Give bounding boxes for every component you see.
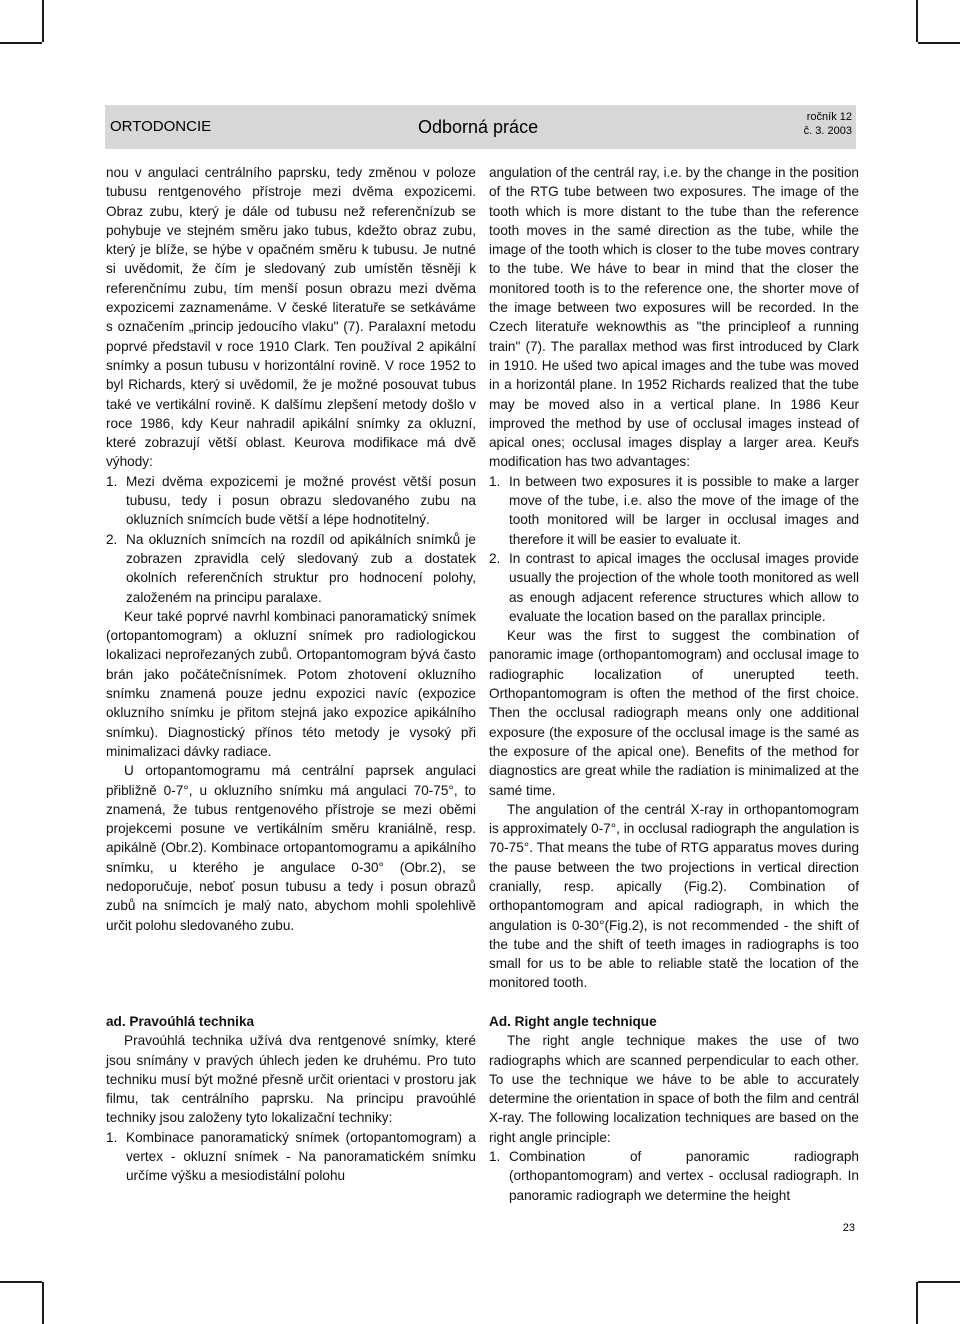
crop-mark xyxy=(0,42,42,44)
section-left xyxy=(106,1012,476,1186)
crop-mark xyxy=(42,0,44,42)
list-item xyxy=(489,1147,859,1205)
right-column xyxy=(489,163,859,993)
left-column xyxy=(106,163,476,935)
list-item xyxy=(106,530,476,607)
crop-mark xyxy=(916,1282,918,1324)
numbered-list xyxy=(489,472,859,626)
paragraph: Keur také poprvé navrhl kombinaci panoramatický snímek (ortopantomogram) a okluzní snímek pro radiologickou lokalizaci neprořezaných zubů. Ortopantomogram bývá často brán jako počátečnísnímek. Potom zhotovení okluzního snímku znamená pouze jednu expozici navíc (expozice okluzního snímku je přitom stejná jako expozice apikálního snímku). Diagnostický přínos této metody je vysoký při minimalizaci dávky radiace. xyxy=(106,608,476,759)
list-item-text: Kombinace panoramatický snímek (ortopantomogram) a vertex - okluzní snímek - Na panoramatickém snímku určíme výšku a mesiodistální polohu xyxy=(126,1129,476,1184)
article-type: Odborná práce xyxy=(418,117,539,137)
list-item xyxy=(106,1128,476,1186)
list-number: 1. xyxy=(106,473,118,489)
list-number: 1. xyxy=(106,1129,118,1145)
paragraph: nou v angulaci centrálního paprsku, tedy změnou v poloze tubusu rentgenového přístroje mezi dvěma expozicemi. Obraz zubu, který je dále od tubusu než referenčnízub se pohybuje ve stejném směru jako tubus, kdežto obraz zubu, který je blíže, se hýbe v opačném směru k tubusu. Je nutné si uvědomit, že čím je sledovaný zub umístěn těsněji k referenčnímu zubu, tím menší posun obrazu mezi dvěma expozicemi zaznamenáme. V české literatuře se setkáváme s označením „princip jedoucího vlaku" (7). Paralaxní metodu poprvé představil v roce 1910 Clark. Ten používal 2 apikální snímky a posun tubusu v horizontální rovině. V roce 1952 to byl Richards, který si uvědomil, že je možné posouvat tubus také ve vertikální rovině. K dalšímu zlepšení metody došlo v roce 1986, kdy Keur nahradil apikální snímky za okluzní, které zobrazují větší oblast. Keurova modifikace má dvě výhody: xyxy=(106,165,476,470)
crop-mark xyxy=(0,1281,42,1283)
list-item xyxy=(489,472,859,549)
numbered-list xyxy=(106,1128,476,1186)
issue-label: č. 3. 2003 xyxy=(803,125,852,137)
issue-info xyxy=(804,110,852,138)
crop-mark xyxy=(916,0,918,42)
list-item xyxy=(106,472,476,530)
paragraph: The angulation of the centrál X-ray in orthopantomogram is approximately 0-7°, in occlusal radiograph the angulation is 70-75°. That means the tube of RTG apparatus moves during the pause between the two projections in vertical direction cranially, resp. apically (Fig.2). Combination of orthopantomogram and apical radiograph, in which the angulation is 0-30°(Fig.2), is not recommended - the shift of the tube and the shift of teeth images in radiographs is too small for us to be able to reliable statě the location of the monitored tooth. xyxy=(489,801,859,991)
volume-label: ročník 12 xyxy=(806,111,852,123)
list-item-text: In between two exposures it is possible to make a larger move of the tube, i.e. also the move of the image of the tooth monitored will be larger in occlusal images and therefore it will be easier to evaluate it. xyxy=(509,473,859,547)
list-item xyxy=(489,549,859,626)
crop-mark xyxy=(42,1282,44,1324)
numbered-list xyxy=(489,1147,859,1205)
list-item-text: In contrast to apical images the occlusal images provide usually the projection of the whole tooth monitored as well as enough adjacent reference structures which allow to evaluate the location based on the parallax principle. xyxy=(509,550,859,624)
crop-mark xyxy=(918,1281,960,1283)
section-right xyxy=(489,1012,859,1205)
crop-mark xyxy=(918,42,960,44)
paragraph: U ortopantomogramu má centrální paprsek angulaci přibližně 0-7°, u okluzního snímku má angulaci 70-75°, to znamená, že tubus rentgenového přístroje se mezi oběmi projekcemi posune ve vertikálním směru kraniálně, resp. apikálně (Obr.2). Kombinace ortopantomogramu a apikálního snímku, u kterého je angulace 0-30° (Obr.2), se nedoporučuje, neboť posun tubusu a tedy i posun obrazů zubů na snímcích je malý nato, abychom mohli spolehlivě určit polohu sledovaného zubu. xyxy=(106,763,476,933)
journal-section: ORTODONCIE xyxy=(110,118,212,135)
page-number: 23 xyxy=(842,1222,855,1234)
paragraph: angulation of the centrál ray, i.e. by the change in the position of the RTG tube between two exposures. The image of the tooth which is more distant to the tube than the reference tooth moves in the samé direction as the tube, while the image of the tooth which is closer to the tube moves contrary to the tube. We háve to bear in mind that the closer the monitored tooth is to the reference one, the shorter move of the image between two exposures will be recorded. In the Czech literatuře weknowthis as "the principleof a running train" (7). The parallax method was first introduced by Clark in 1910. He ušed two apical images and the tube was moved in a horizontál plane. In 1952 Richards realized that the tube may be moved also in a vertical plane. In 1986 Keur improved the method by use of occlusal images instead of apical ones; occlusal images display a larger area. Keuřs modification has two advantages: xyxy=(489,165,859,470)
list-number: 1. xyxy=(489,1149,501,1165)
paragraph: Keur was the first to suggest the combination of panoramic image (orthopantomogram) and occlusal image to radiographic localization of unerupted teeth. Orthopantomogram is often the method of the first choice. Then the occlusal radiograph means only one additional exposure (the exposure of the occlusal image is the samé as the exposure of the apical one). Benefits of the method for diagnostics are great while the radiation is minimalized at the samé time. xyxy=(489,628,859,798)
list-number: 2. xyxy=(489,550,501,566)
section-heading: ad. Pravoúhlá technika xyxy=(106,1014,255,1029)
list-number: 2. xyxy=(106,531,118,547)
list-item-text: Combination of panoramic radiograph (orthopantomogram) and vertex - occlusal radiograph. In panoramic radiograph we determine the height xyxy=(509,1149,859,1203)
list-item-text: Mezi dvěma expozicemi je možné provést větší posun tubusu, tedy i posun obrazu sledovaného zubu na okluzních snímcích bude větší a lépe hodnotitelný. xyxy=(126,473,476,528)
paragraph: The right angle technique makes the use of two radiographs which are scanned perpendicular to each other. To use the technique we háve to be able to accurately determine the orientation in space of both the film and centrál X-ray. The following localization techniques are based on the right angle principle: xyxy=(489,1033,859,1145)
numbered-list xyxy=(106,472,476,607)
list-item-text: Na okluzních snímcích na rozdíl od apikálních snímků je zobrazen zpravidla celý sledovaný zub a dostatek okolních referenčních struktur pro hodnocení polohy, založeném na principu paralaxe. xyxy=(126,531,476,605)
section-heading: Ad. Right angle technique xyxy=(489,1014,657,1029)
paragraph: Pravoúhlá technika užívá dva rentgenové snímky, které jsou snímány v pravých úhlech jeden ke druhému. Pro tuto techniku musí být možné přesně určit orientaci v prostoru jak filmu, tak centrálního paprsku. Na principu pravoúhlé techniky jsou založeny tyto lokalizační techniky: xyxy=(106,1033,476,1126)
list-number: 1. xyxy=(489,473,501,489)
